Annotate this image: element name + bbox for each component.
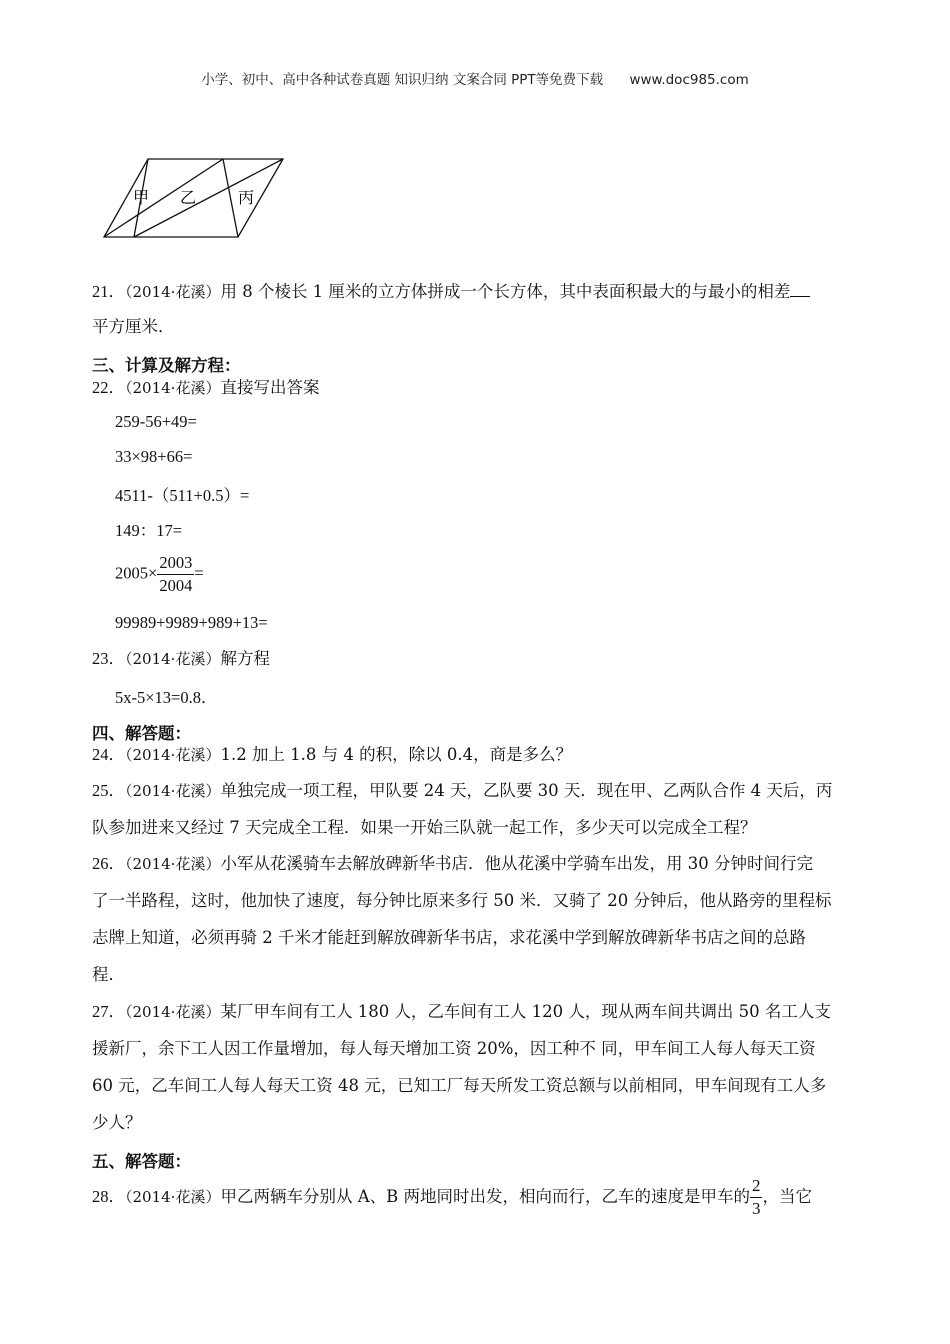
question-number: 26．	[92, 854, 125, 873]
question-text: 单独完成一项工程，甲队要 24 天，乙队要 30 天．现在甲、乙两队合作 4 天后，丙	[220, 781, 833, 800]
question-text: 直接写出答案	[220, 378, 320, 397]
question-23	[92, 648, 270, 670]
fraction-numerator: 2003	[157, 552, 194, 575]
question-21	[92, 280, 810, 303]
question-source: （2014·花溪）	[125, 1188, 221, 1206]
section-5-title: 五、解答题：	[92, 1152, 191, 1171]
question-source: （2014·花溪）	[125, 1003, 221, 1021]
expression-2: 33×98+66=	[115, 447, 193, 466]
equation-1: 5x-5×13=0.8．	[115, 688, 218, 707]
question-25-line-2: 队参加进来又经过 7 天完成全工程．如果一开始三队就一起工作，多少天可以完成全工程？	[92, 818, 757, 837]
fraction-denominator: 2004	[159, 576, 193, 595]
question-text: 小军从花溪骑车去解放碑新华书店．他从花溪中学骑车出发，用 30 分钟时间行完	[220, 854, 813, 873]
fraction	[750, 1175, 763, 1220]
question-26-line-4: 程．	[92, 965, 125, 984]
question-number: 21．	[92, 282, 125, 301]
expression-5	[115, 552, 204, 597]
question-26-line-2: 了一半路程，这时，他加快了速度，每分钟比原来多行 50 米．又骑了 20 分钟后，他从路旁的里程标	[92, 891, 832, 910]
question-source: （2014·花溪）	[125, 650, 221, 668]
question-26-line-3: 志牌上知道，必须再骑 2 千米才能赶到解放碑新华书店，求花溪中学到解放碑新华书店之间的总路	[92, 928, 806, 947]
region-label-jia: 甲	[133, 188, 150, 207]
section-3-title: 三、计算及解方程：	[92, 356, 241, 375]
answer-blank[interactable]	[790, 280, 810, 297]
question-24	[92, 744, 572, 766]
expression-3: 4511-（511+0.5）=	[115, 486, 250, 505]
parallelogram-figure	[100, 152, 290, 244]
question-21-cont	[92, 316, 175, 338]
question-text: ，当它	[762, 1187, 812, 1206]
question-25	[92, 780, 832, 802]
question-number: 23．	[92, 649, 125, 668]
question-27-line-4: 少人？	[92, 1113, 142, 1132]
question-text: 某厂甲车间有工人 180 人，乙车间有工人 120 人，现从两车间共调出 50 名工人支	[220, 1002, 831, 1021]
expression-text: =	[194, 563, 204, 583]
header-url[interactable]: www.doc985.com	[629, 72, 749, 88]
expression-4: 149：17=	[115, 521, 183, 540]
question-22	[92, 377, 319, 399]
question-number: 25．	[92, 781, 125, 800]
header-text: 小学、初中、高中各种试卷真题 知识归纳 文案合同 PPT等免费下载	[201, 72, 604, 88]
section-4-title: 四、解答题：	[92, 724, 191, 743]
question-27	[92, 1001, 831, 1023]
question-number: 28．	[92, 1187, 125, 1206]
question-number: 27．	[92, 1002, 125, 1021]
fraction-numerator: 2	[750, 1175, 763, 1198]
question-text: 甲乙两辆车分别从 A、B 两地同时出发，相向而行，乙车的速度是甲车的	[220, 1187, 750, 1206]
question-source: （2014·花溪）	[125, 782, 221, 800]
question-source: （2014·花溪）	[125, 855, 221, 873]
question-text: 1.2 加上 1.8 与 4 的积，除以 0.4，商是多么？	[220, 745, 573, 764]
question-text: 用 8 个棱长 1 厘米的立方体拼成一个长方体，其中表面积最大的与最小的相差	[220, 282, 791, 301]
region-label-yi: 乙	[180, 188, 197, 207]
question-source: （2014·花溪）	[125, 746, 221, 764]
fraction	[157, 552, 194, 597]
diagonal-line	[223, 159, 238, 237]
question-text: 平方厘米．	[92, 317, 175, 336]
question-27-line-3: 60 元，乙车间工人每人每天工资 48 元，已知工厂每天所发工资总额与以前相同，甲车间现有工人多	[92, 1076, 827, 1095]
expression-6: 99989+9989+989+13=	[115, 613, 268, 632]
question-text: 解方程	[220, 649, 270, 668]
page-header	[0, 68, 950, 88]
question-28	[92, 1175, 812, 1220]
region-label-bing: 丙	[238, 188, 255, 207]
expression-text: 2005×	[115, 563, 158, 583]
question-source: （2014·花溪）	[125, 379, 221, 397]
question-27-line-2: 援新厂，余下工人因工作量增加，每人每天增加工资 20%，因工种不 同，甲车间工人每人每天工资	[92, 1039, 816, 1058]
question-number: 24．	[92, 745, 125, 764]
expression-1: 259-56+49=	[115, 412, 197, 431]
fraction-denominator: 3	[751, 1199, 761, 1218]
question-number: 22．	[92, 378, 125, 397]
diagonal-line	[104, 159, 223, 237]
question-26	[92, 853, 813, 875]
question-source: （2014·花溪）	[125, 283, 221, 301]
